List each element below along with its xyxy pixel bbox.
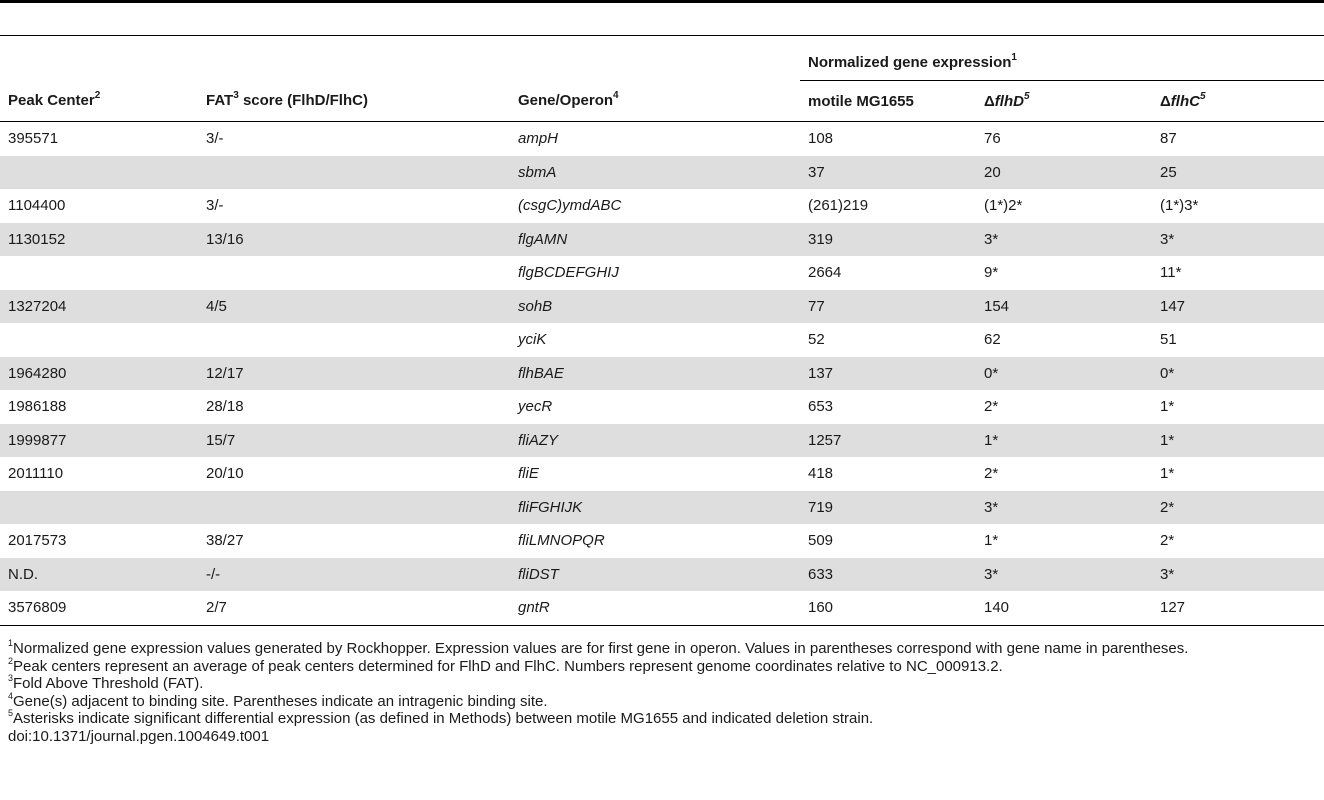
column-header-fat-score: FAT$^3$ score (FlhD/FlhC)	[198, 81, 510, 122]
cell-peak-center: N.D.	[0, 558, 198, 592]
cell-fat-score: 3/-	[206, 197, 224, 215]
cell-delta-flhd: 1*	[976, 424, 1152, 458]
cell-delta-flhd: 3*	[976, 491, 1152, 525]
top-rule	[0, 0, 1324, 3]
cell-gene-operon: fliFGHIJK	[510, 491, 800, 525]
cell-fat-score	[198, 323, 510, 357]
cell-fat-score: 28/18	[206, 398, 244, 416]
cell-peak-center: 2017573	[8, 532, 67, 550]
cell-gene-operon: sohB	[510, 290, 800, 324]
cell-gene-operon: ampH	[518, 130, 559, 148]
cell-motile-mg1655: 2664	[808, 264, 842, 282]
column-header-delta-flhc: ΔflhC$^5$	[1152, 81, 1324, 122]
cell-fat-score	[198, 491, 510, 525]
table-row	[0, 424, 1324, 458]
column-header-motile-mg1655: motile MG1655	[800, 81, 976, 122]
data-table	[0, 44, 1324, 626]
cell-gene-operon: fliAZY	[510, 424, 800, 458]
cell-fat-score	[198, 156, 510, 190]
cell-delta-flhd: 2*	[984, 398, 999, 416]
table-row	[0, 323, 1324, 357]
cell-delta-flhc: 1*	[1160, 398, 1175, 416]
cell-fat-score: 2/7	[198, 591, 510, 625]
table-row	[0, 457, 1324, 491]
cell-fat-score	[198, 256, 510, 290]
cell-delta-flhd: (1*)2*	[984, 197, 1023, 215]
cell-gene-operon: fliE	[518, 465, 539, 483]
cell-motile-mg1655: 108	[808, 130, 834, 148]
cell-motile-mg1655: 418	[808, 465, 834, 483]
table-row	[0, 189, 1324, 223]
cell-gene-operon: fliDST	[510, 558, 800, 592]
cell-delta-flhd: 76	[984, 130, 1001, 148]
cell-motile-mg1655: 319	[800, 223, 976, 257]
cell-gene-operon: flhBAE	[510, 357, 800, 391]
cell-delta-flhc: 127	[1152, 591, 1324, 625]
cell-motile-mg1655: 509	[808, 532, 834, 550]
cell-delta-flhc: 87	[1160, 130, 1177, 148]
header-rule	[0, 35, 1324, 36]
footnote-4: $^4$Gene(s) adjacent to binding site. Parentheses indicate an intragenic binding site.	[8, 690, 548, 710]
cell-gene-operon: gntR	[510, 591, 800, 625]
cell-peak-center: 3576809	[0, 591, 198, 625]
cell-delta-flhc: 0*	[1152, 357, 1324, 391]
group-header-row	[0, 44, 1324, 81]
cell-delta-flhc: 51	[1160, 331, 1177, 349]
cell-delta-flhd: 62	[984, 331, 1001, 349]
table-row	[0, 156, 1324, 190]
cell-motile-mg1655: 137	[800, 357, 976, 391]
cell-motile-mg1655: 653	[808, 398, 834, 416]
cell-fat-score: 13/16	[198, 223, 510, 257]
footnote-1: $^1$Normalized gene expression values generated by Rockhopper. Expression values are for first gene in operon. Values in parentheses correspond with gene name in parentheses.	[8, 638, 1189, 657]
table-row	[0, 591, 1324, 625]
cell-motile-mg1655: 37	[800, 156, 976, 190]
footnotes	[8, 640, 1320, 745]
cell-delta-flhd: 140	[976, 591, 1152, 625]
cell-peak-center: 2011110	[8, 465, 64, 483]
cell-delta-flhc: 2*	[1160, 532, 1175, 550]
cell-fat-score: -/-	[198, 558, 510, 592]
cell-peak-center	[0, 491, 198, 525]
cell-peak-center: 1999877	[0, 424, 198, 458]
cell-delta-flhc: 3*	[1152, 558, 1324, 592]
cell-gene-operon: flgAMN	[510, 223, 800, 257]
cell-delta-flhc: 1*	[1152, 424, 1324, 458]
cell-delta-flhc: (1*)3*	[1160, 197, 1199, 215]
cell-delta-flhc: 1*	[1160, 465, 1175, 483]
cell-fat-score: 12/17	[198, 357, 510, 391]
cell-fat-score: 20/10	[206, 465, 244, 483]
table-row	[0, 558, 1324, 592]
cell-motile-mg1655: 633	[800, 558, 976, 592]
column-header-delta-flhd: ΔflhD$^5$	[976, 81, 1152, 122]
cell-delta-flhc: 11*	[1160, 264, 1182, 282]
cell-motile-mg1655: (261)219	[808, 197, 869, 215]
footnote-5: $^5$Asterisks indicate significant differential expression (as defined in Methods) between motile MG1655 and indicated deletion strain.	[8, 708, 874, 727]
table-row	[0, 390, 1324, 424]
cell-gene-operon: flgBCDEFGHIJ	[518, 264, 619, 282]
cell-motile-mg1655: 719	[800, 491, 976, 525]
cell-gene-operon: sbmA	[510, 156, 800, 190]
cell-fat-score: 15/7	[198, 424, 510, 458]
table-body	[0, 122, 1324, 626]
cell-delta-flhd: 1*	[984, 532, 999, 550]
cell-delta-flhd: 9*	[984, 264, 999, 282]
group-header-spacer	[0, 44, 800, 81]
cell-motile-mg1655: 77	[800, 290, 976, 324]
cell-gene-operon: yecR	[518, 398, 553, 416]
cell-delta-flhd: 0*	[976, 357, 1152, 391]
cell-motile-mg1655: 52	[808, 331, 825, 349]
table-row	[0, 256, 1324, 290]
cell-peak-center: 1986188	[8, 398, 67, 416]
cell-delta-flhc: 147	[1152, 290, 1324, 324]
table-row	[0, 491, 1324, 525]
table-row	[0, 524, 1324, 558]
footnote-3: $^3$Fold Above Threshold (FAT).	[8, 673, 204, 692]
cell-delta-flhd: 3*	[976, 223, 1152, 257]
cell-gene-operon: (csgC)ymdABC	[518, 197, 622, 215]
cell-peak-center: 1964280	[0, 357, 198, 391]
cell-peak-center: 1130152	[0, 223, 198, 257]
cell-delta-flhd: 3*	[976, 558, 1152, 592]
table-row	[0, 357, 1324, 391]
column-header-peak-center: Peak Center$^2$	[0, 81, 198, 122]
cell-delta-flhc: 25	[1152, 156, 1324, 190]
cell-peak-center: 395571	[8, 130, 59, 148]
cell-motile-mg1655: 1257	[800, 424, 976, 458]
column-header-row	[0, 81, 1324, 122]
cell-delta-flhd: 154	[976, 290, 1152, 324]
column-header-gene-operon: Gene/Operon$^4$	[510, 81, 800, 122]
table-row	[0, 223, 1324, 257]
cell-delta-flhd: 2*	[984, 465, 999, 483]
cell-motile-mg1655: 160	[800, 591, 976, 625]
cell-peak-center	[0, 256, 198, 290]
cell-gene-operon: yciK	[518, 331, 547, 349]
cell-delta-flhd: 20	[976, 156, 1152, 190]
cell-gene-operon: fliLMNOPQR	[518, 532, 605, 550]
table-row	[0, 290, 1324, 324]
cell-fat-score: 4/5	[198, 290, 510, 324]
cell-delta-flhc: 2*	[1152, 491, 1324, 525]
footnote-2: $^2$Peak centers represent an average of peak centers determined for FlhD and FlhC. Numbers represent genome coordinates relative to NC_000913.2.	[8, 655, 1003, 675]
doi: doi:10.1371/journal.pgen.1004649.t001	[8, 727, 270, 745]
cell-fat-score: 3/-	[206, 130, 224, 148]
group-header: Normalized gene expression$^1$	[800, 44, 1324, 81]
cell-peak-center	[0, 156, 198, 190]
cell-peak-center: 1327204	[0, 290, 198, 324]
table-row	[0, 122, 1324, 156]
cell-peak-center: 1104400	[8, 197, 66, 215]
cell-fat-score: 38/27	[206, 532, 244, 550]
cell-delta-flhc: 3*	[1152, 223, 1324, 257]
cell-peak-center	[0, 323, 198, 357]
